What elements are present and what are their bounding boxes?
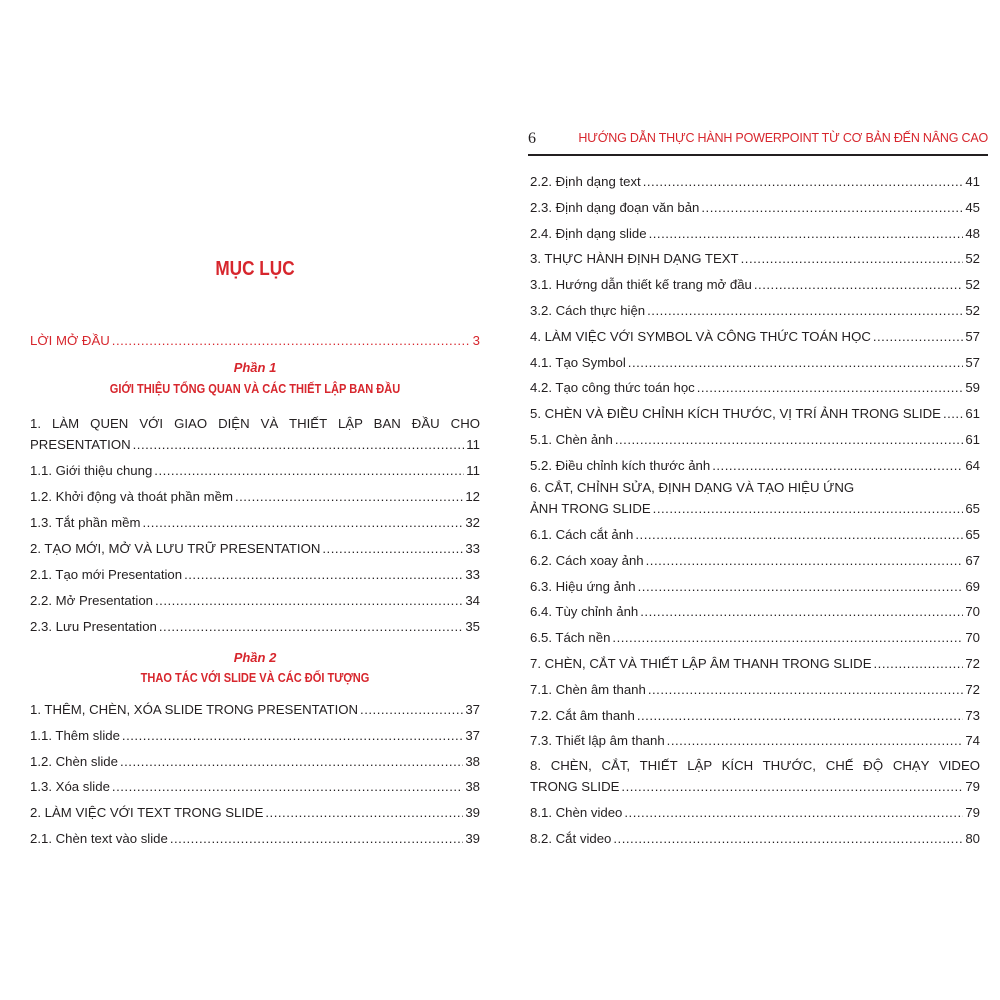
entry-page: 11	[466, 463, 480, 478]
entry-page: 65	[965, 501, 980, 516]
entry-page: 38	[465, 779, 480, 795]
page-header	[528, 124, 988, 156]
dot-leader	[360, 700, 463, 720]
dot-leader	[646, 551, 964, 571]
dot-leader	[133, 435, 465, 455]
dot-leader	[637, 706, 963, 726]
toc-entry-intro[interactable]	[30, 331, 480, 351]
toc-entry[interactable]	[30, 487, 480, 507]
entry-title: 7.3. Thiết lập âm thanh	[530, 733, 665, 749]
entry-page: 3	[472, 333, 480, 348]
entry-page: 70	[965, 630, 980, 646]
entry-title: 5.2. Điều chỉnh kích thước ảnh	[530, 457, 711, 473]
dot-leader	[159, 617, 463, 637]
dot-leader	[322, 539, 463, 559]
entry-title: 6.1. Cách cắt ảnh	[530, 527, 634, 542]
toc-entry[interactable]	[30, 777, 480, 797]
dot-leader	[142, 513, 463, 533]
entry-title: 7.1. Chèn âm thanh	[530, 681, 646, 697]
entry-title: ẢNH TRONG SLIDE	[530, 501, 651, 516]
entry-page: 72	[965, 681, 980, 697]
part2-label: Phần 2	[233, 650, 277, 665]
dot-leader	[621, 777, 963, 797]
toc-entry[interactable]	[530, 172, 980, 192]
toc-entry[interactable]	[30, 700, 480, 720]
dot-leader	[873, 327, 963, 347]
entry-title: 1. THÊM, CHÈN, XÓA SLIDE TRONG PRESENTATION	[30, 702, 359, 717]
toc-entry[interactable]	[530, 525, 980, 545]
entry-page: 52	[965, 303, 980, 318]
toc-entry[interactable]	[530, 577, 980, 597]
part1-heading: GIỚI THIỆU TỔNG QUAN VÀ CÁC THIẾT LẬP BAN ĐẦU	[109, 381, 401, 396]
entry-title: 6.4. Tùy chỉnh ảnh	[530, 604, 639, 620]
dot-leader	[613, 829, 963, 849]
entry-page: 37	[465, 727, 480, 743]
entry-page: 39	[465, 831, 480, 846]
toc-entry-sec6-line1[interactable]: 6. CẮT, CHỈNH SỬA, ĐỊNH DẠNG VÀ TẠO HIỆU ỨNG	[530, 480, 855, 495]
dot-leader	[667, 731, 964, 751]
entry-page: 72	[965, 656, 980, 671]
entry-title: 7.2. Cắt âm thanh	[530, 707, 635, 723]
dot-leader	[638, 577, 964, 597]
toc-entry-sec8[interactable]	[530, 777, 980, 797]
dot-leader	[628, 353, 964, 373]
entry-page: 61	[965, 432, 980, 447]
entry-title: 5.1. Chèn ảnh	[530, 432, 613, 447]
entry-title: 6.3. Hiệu ứng ảnh	[530, 578, 636, 594]
entry-title: 2. TẠO MỚI, MỞ VÀ LƯU TRỮ PRESENTATION	[30, 541, 321, 556]
entry-title: 2.3. Lưu Presentation	[30, 619, 157, 634]
toc-entry[interactable]	[30, 565, 480, 585]
dot-leader	[612, 628, 963, 648]
toc-entry[interactable]	[30, 591, 480, 611]
entry-title: 2.4. Định dạng slide	[530, 225, 647, 241]
entry-page: 70	[965, 604, 980, 620]
toc-entry[interactable]	[530, 803, 980, 823]
dot-leader	[653, 499, 964, 519]
entry-page: 39	[465, 805, 480, 821]
entry-title: 6.5. Tách nền	[530, 630, 611, 646]
dot-leader	[635, 525, 963, 545]
entry-title: 6.2. Cách xoay ảnh	[530, 552, 644, 568]
dot-leader	[741, 249, 964, 269]
toc-entry[interactable]	[530, 198, 980, 218]
entry-page: 79	[965, 779, 980, 794]
entry-page: 52	[965, 251, 980, 267]
entry-title: 1.1. Thêm slide	[30, 727, 120, 743]
toc-entry-sec1[interactable]	[30, 435, 480, 455]
right-page	[500, 0, 1000, 1000]
entry-title: 2. LÀM VIỆC VỚI TEXT TRONG SLIDE	[30, 805, 264, 821]
entry-page: 69	[965, 578, 980, 594]
entry-page: 80	[965, 830, 980, 846]
entry-page: 12	[465, 489, 480, 504]
entry-page: 32	[465, 515, 480, 530]
entry-title: 2.2. Mở Presentation	[30, 593, 154, 608]
dot-leader	[122, 726, 463, 746]
entry-page: 57	[965, 354, 980, 370]
entry-page: 57	[965, 328, 980, 344]
entry-page: 41	[965, 174, 980, 189]
entry-title: 1.2. Khởi động và thoát phần mềm	[30, 489, 233, 504]
entry-page: 64	[965, 457, 980, 473]
dot-leader	[235, 487, 463, 507]
toc-entry[interactable]	[30, 461, 480, 481]
toc-entry[interactable]	[530, 404, 980, 424]
entry-title: 2.1. Tạo mới Presentation	[30, 567, 183, 582]
toc-entry[interactable]	[530, 353, 980, 373]
dot-leader	[701, 198, 963, 218]
entry-title: 4. LÀM VIỆC VỚI SYMBOL VÀ CÔNG THỨC TOÁN HỌC	[530, 328, 871, 344]
toc-entry[interactable]	[530, 654, 980, 674]
entry-page: 37	[465, 702, 480, 717]
entry-title: 3.1. Hướng dẫn thiết kế trang mở đầu	[530, 277, 752, 293]
toc-entry[interactable]	[530, 301, 980, 321]
entry-page: 74	[965, 733, 980, 749]
dot-leader	[120, 752, 463, 772]
toc-entry[interactable]	[530, 456, 980, 476]
entry-title: 1.2. Chèn slide	[30, 753, 118, 769]
toc-entry[interactable]	[30, 803, 480, 823]
page-number: 6	[528, 130, 536, 147]
dot-leader	[155, 591, 463, 611]
dot-leader	[624, 803, 963, 823]
entry-title: 4.1. Tạo Symbol	[530, 354, 626, 370]
entry-page: 67	[965, 552, 980, 568]
entry-title: 1.3. Xóa slide	[30, 779, 110, 795]
entry-page: 38	[465, 753, 480, 769]
entry-title: 3.2. Cách thực hiện	[530, 303, 646, 318]
toc-entry[interactable]	[530, 551, 980, 571]
entry-title: 7. CHÈN, CẮT VÀ THIẾT LẬP ÂM THANH TRONG SLIDE	[530, 656, 872, 671]
entry-page: 33	[465, 541, 480, 556]
entry-title: LỜI MỞ ĐẦU	[30, 333, 110, 348]
entry-page: 11	[466, 437, 480, 452]
entry-page: 73	[965, 707, 980, 723]
entry-title: 8.2. Cắt video	[530, 830, 612, 846]
toc-entry[interactable]	[530, 275, 980, 295]
toc-entry[interactable]	[30, 617, 480, 637]
toc-entry-sec8-line1[interactable]: 8. CHÈN, CẮT, THIẾT LẬP KÍCH THƯỚC, CHẾ ĐỘ CHẠY VIDEO	[530, 758, 980, 773]
dot-leader	[697, 378, 964, 398]
dot-leader	[615, 430, 963, 450]
entry-page: 45	[965, 199, 980, 215]
dot-leader	[754, 275, 963, 295]
toc-entry[interactable]	[530, 378, 980, 398]
entry-title: 2.1. Chèn text vào slide	[30, 831, 168, 846]
entry-page: 79	[965, 805, 980, 820]
entry-title: 8.1. Chèn video	[530, 805, 623, 820]
toc-entry[interactable]	[530, 327, 980, 347]
entry-page: 59	[965, 380, 980, 396]
entry-title: 2.2. Định dạng text	[530, 174, 641, 189]
entry-page: 34	[465, 593, 480, 608]
dot-leader	[170, 829, 464, 849]
dot-leader	[943, 404, 963, 424]
entry-page: 61	[965, 406, 980, 422]
running-title: HƯỚNG DẪN THỰC HÀNH POWERPOINT TỪ CƠ BẢN ĐẾN NÂNG CAO	[578, 131, 988, 145]
entry-page: 48	[965, 225, 980, 241]
dot-leader	[154, 461, 464, 481]
toc-entry[interactable]	[530, 680, 980, 700]
dot-leader	[112, 331, 471, 351]
entry-page: 52	[965, 277, 980, 293]
dot-leader	[184, 565, 463, 585]
entry-title: 4.2. Tạo công thức toán học	[530, 380, 695, 396]
toc-entry[interactable]	[530, 829, 980, 849]
dot-leader	[712, 456, 963, 476]
entry-title: 1.3. Tắt phần mềm	[30, 515, 141, 530]
entry-title: 2.3. Định dạng đoạn văn bản	[530, 199, 700, 215]
toc-entry[interactable]	[30, 829, 480, 849]
dot-leader	[647, 301, 963, 321]
toc-entry[interactable]	[530, 602, 980, 622]
entry-title: 1.1. Giới thiệu chung	[30, 463, 153, 478]
dot-leader	[643, 172, 964, 192]
entry-page: 33	[465, 567, 480, 582]
toc-entry[interactable]	[530, 224, 980, 244]
toc-entry[interactable]	[30, 513, 480, 533]
dot-leader	[265, 803, 463, 823]
entry-title: TRONG SLIDE	[530, 779, 620, 794]
dot-leader	[874, 654, 964, 674]
toc-entry-sec6[interactable]	[530, 499, 980, 519]
entry-page: 65	[965, 527, 980, 542]
toc-entry-sec1-line1[interactable]: 1. LÀM QUEN VỚI GIAO DIỆN VÀ THIẾT LẬP BAN ĐẦU CHO	[30, 416, 480, 431]
toc-entry[interactable]	[530, 249, 980, 269]
toc-entry[interactable]	[30, 726, 480, 746]
part2-heading: THAO TÁC VỚI SLIDE VÀ CÁC ĐỐI TƯỢNG	[140, 670, 370, 685]
entry-title: 5. CHÈN VÀ ĐIỀU CHỈNH KÍCH THƯỚC, VỊ TRÍ ẢNH TRONG SLIDE	[530, 406, 941, 422]
part1-label: Phần 1	[233, 360, 277, 375]
toc-title: MỤC LỤC	[215, 258, 295, 280]
entry-title: PRESENTATION	[30, 437, 131, 452]
toc-entry[interactable]	[30, 539, 480, 559]
toc-entry[interactable]	[530, 430, 980, 450]
entry-title: 3. THỰC HÀNH ĐỊNH DẠNG TEXT	[530, 251, 739, 267]
dot-leader	[648, 680, 963, 700]
dot-leader	[112, 777, 463, 797]
entry-page: 35	[465, 619, 480, 634]
dot-leader	[640, 602, 963, 622]
toc-entry[interactable]	[530, 731, 980, 751]
toc-entry[interactable]	[530, 706, 980, 726]
dot-leader	[649, 224, 964, 244]
toc-entry[interactable]	[30, 752, 480, 772]
toc-entry[interactable]	[530, 628, 980, 648]
